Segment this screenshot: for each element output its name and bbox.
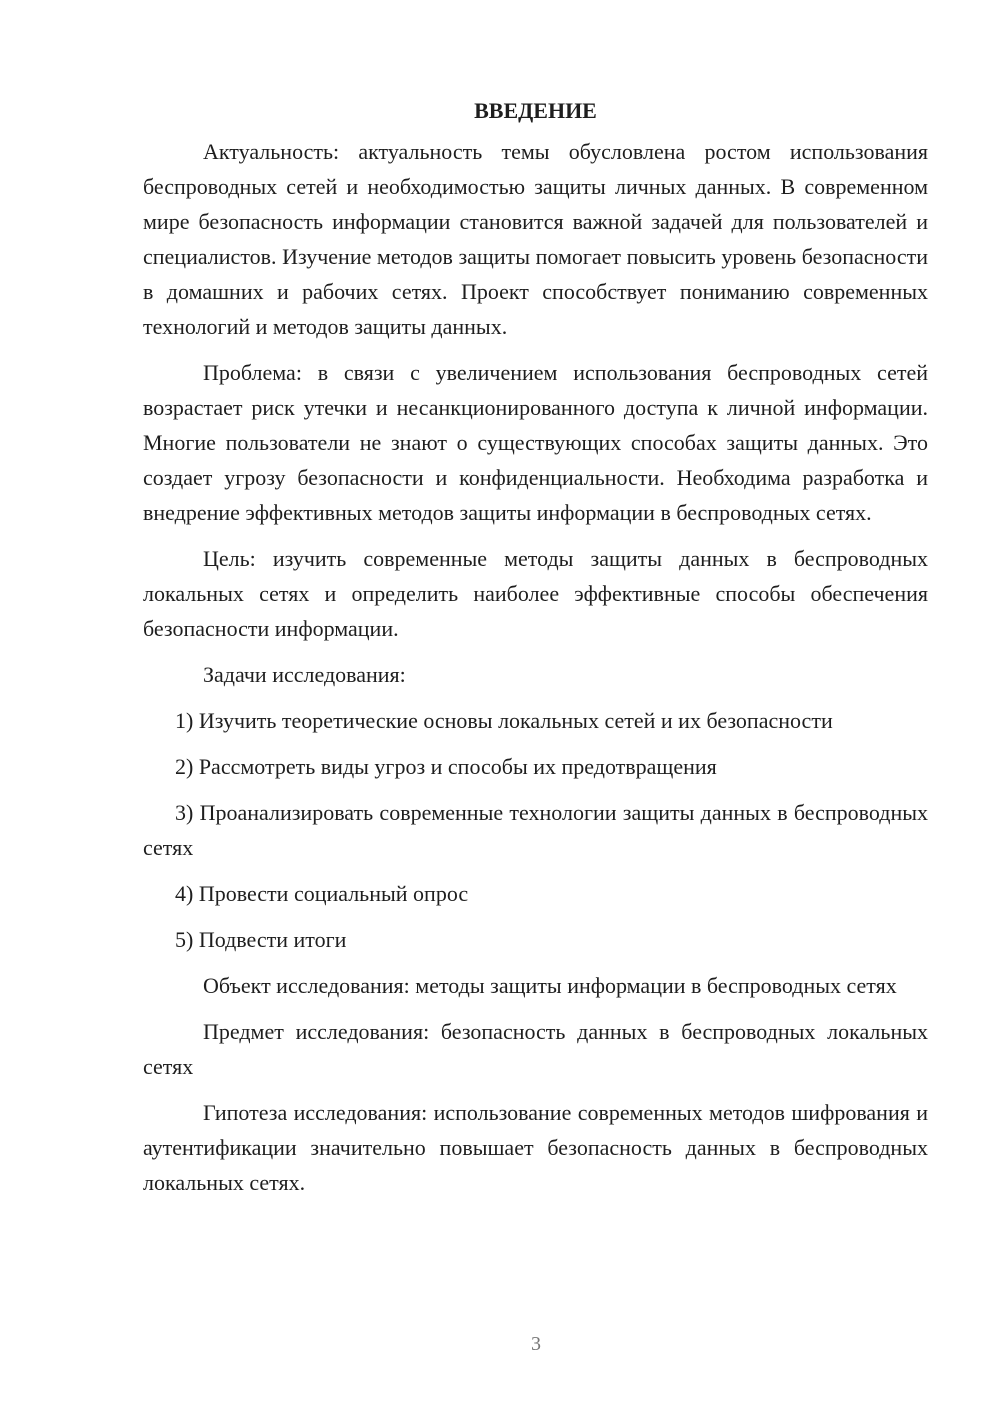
list-item: 2) Рассмотреть виды угроз и способы их предотвращения	[175, 754, 717, 779]
page-title: ВВЕДЕНИЕ	[474, 98, 597, 123]
object-paragraph: Объект исследования: методы защиты информации в беспроводных сетях	[203, 973, 897, 998]
page-number: 3	[531, 1333, 541, 1355]
document-page	[143, 93, 928, 1211]
list-item: 3) Проанализировать современные технологии защиты данных в беспроводных сетях	[143, 800, 928, 860]
subject-paragraph: Предмет исследования: безопасность данных в беспроводных локальных сетях	[143, 1019, 928, 1079]
tasks-title: Задачи исследования:	[203, 662, 406, 687]
relevance-paragraph: Актуальность: актуальность темы обусловлена ростом использования беспроводных сетей и необходимостью защиты личных данных. В современном мире безопасность информации становится важной задачей для пользователей и специалистов. Изучение методов защиты помогает повысить уровень безопасности в домашних и рабочих сетях. Проект способствует пониманию современных технологий и методов защиты данных.	[143, 139, 928, 339]
list-item: 1) Изучить теоретические основы локальных сетей и их безопасности	[175, 708, 833, 733]
tasks-list	[143, 703, 928, 957]
list-item: 4) Провести социальный опрос	[175, 881, 469, 906]
hypothesis-paragraph: Гипотеза исследования: использование современных методов шифрования и аутентификации значительно повышает безопасность данных в беспроводных локальных сетях.	[143, 1100, 928, 1195]
problem-paragraph: Проблема: в связи с увеличением использования беспроводных сетей возрастает риск утечки и несанкционированного доступа к личной информации. Многие пользователи не знают о существующих способах защиты данных. Это создает угрозу безопасности и конфиденциальности. Необходима разработка и внедрение эффективных методов защиты информации в беспроводных сетях.	[143, 360, 928, 525]
list-item: 5) Подвести итоги	[175, 927, 347, 952]
goal-paragraph: Цель: изучить современные методы защиты данных в беспроводных локальных сетях и определить наиболее эффективные способы обеспечения безопасности информации.	[143, 546, 928, 641]
